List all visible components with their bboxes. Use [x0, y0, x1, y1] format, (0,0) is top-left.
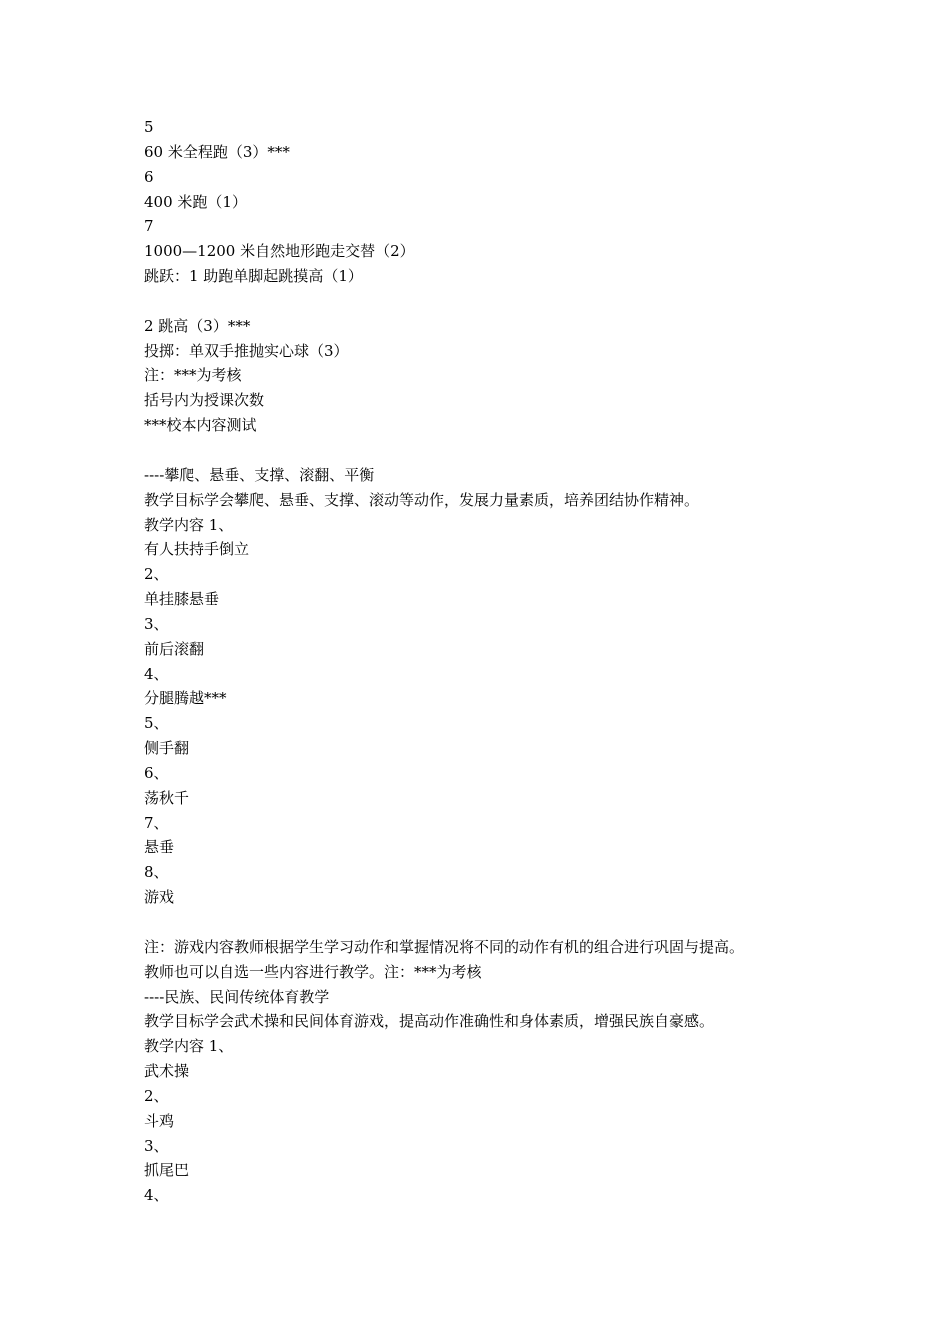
- section-heading: ----攀爬、悬垂、支撑、滚翻、平衡: [144, 465, 375, 484]
- document-body: [144, 115, 844, 1208]
- text-line: 1000—1200 米自然地形跑走交替（2）: [144, 242, 415, 261]
- text-line: 3、: [144, 614, 169, 633]
- text-line: 4、: [144, 1186, 169, 1205]
- text-line: 教学目标学会攀爬、悬垂、支撑、滚动等动作，发展力量素质，培养团结协作精神。: [144, 490, 700, 509]
- text-line: 前后滚翻: [144, 639, 205, 658]
- text-line: 分腿腾越***: [144, 689, 227, 708]
- text-line: 2 跳高（3）***: [144, 316, 251, 335]
- blank-line: [144, 289, 844, 314]
- text-line: 游戏: [144, 888, 175, 907]
- text-line: 单挂膝悬垂: [144, 590, 220, 609]
- blank-line: [144, 910, 844, 935]
- text-line: 悬垂: [144, 838, 175, 857]
- text-line: 6: [144, 167, 154, 186]
- text-line: ***校本内容测试: [144, 416, 257, 435]
- text-line: 教学内容 1、: [144, 1037, 234, 1056]
- text-line: 武术操: [144, 1062, 190, 1081]
- text-line: 7: [144, 217, 154, 236]
- text-line: 括号内为授课次数: [144, 391, 265, 410]
- text-line: 2、: [144, 565, 169, 584]
- text-line: 5、: [144, 714, 169, 733]
- text-line: 投掷：单双手推抛实心球（3）: [144, 341, 349, 360]
- text-line: 教学内容 1、: [144, 515, 234, 534]
- text-line: 400 米跑（1）: [144, 192, 247, 211]
- text-line: 抓尾巴: [144, 1161, 190, 1180]
- text-line: 7、: [144, 813, 169, 832]
- text-line: 3、: [144, 1136, 169, 1155]
- text-line: 注：游戏内容教师根据学生学习动作和掌握情况将不同的动作有机的组合进行巩固与提高。: [144, 937, 745, 956]
- blank-line: [144, 438, 844, 463]
- text-line: 教学目标学会武术操和民间体育游戏，提高动作准确性和身体素质，增强民族自豪感。: [144, 1012, 715, 1031]
- text-line: 60 米全程跑（3）***: [144, 142, 290, 161]
- text-line: 跳跃：1 助跑单脚起跳摸高（1）: [144, 267, 363, 286]
- text-line: 荡秋千: [144, 788, 190, 807]
- text-line: 2、: [144, 1086, 169, 1105]
- text-line: 注：***为考核: [144, 366, 242, 385]
- text-line: 斗鸡: [144, 1111, 175, 1130]
- text-line: 8、: [144, 863, 169, 882]
- text-line: 6、: [144, 763, 169, 782]
- text-line: 5: [144, 118, 154, 136]
- text-line: 教师也可以自选一些内容进行教学。注：***为考核: [144, 962, 482, 981]
- text-line: 4、: [144, 664, 169, 683]
- text-line: 有人扶持手倒立: [144, 540, 250, 559]
- text-line: 侧手翻: [144, 739, 190, 758]
- section-heading: ----民族、民间传统体育教学: [144, 987, 330, 1006]
